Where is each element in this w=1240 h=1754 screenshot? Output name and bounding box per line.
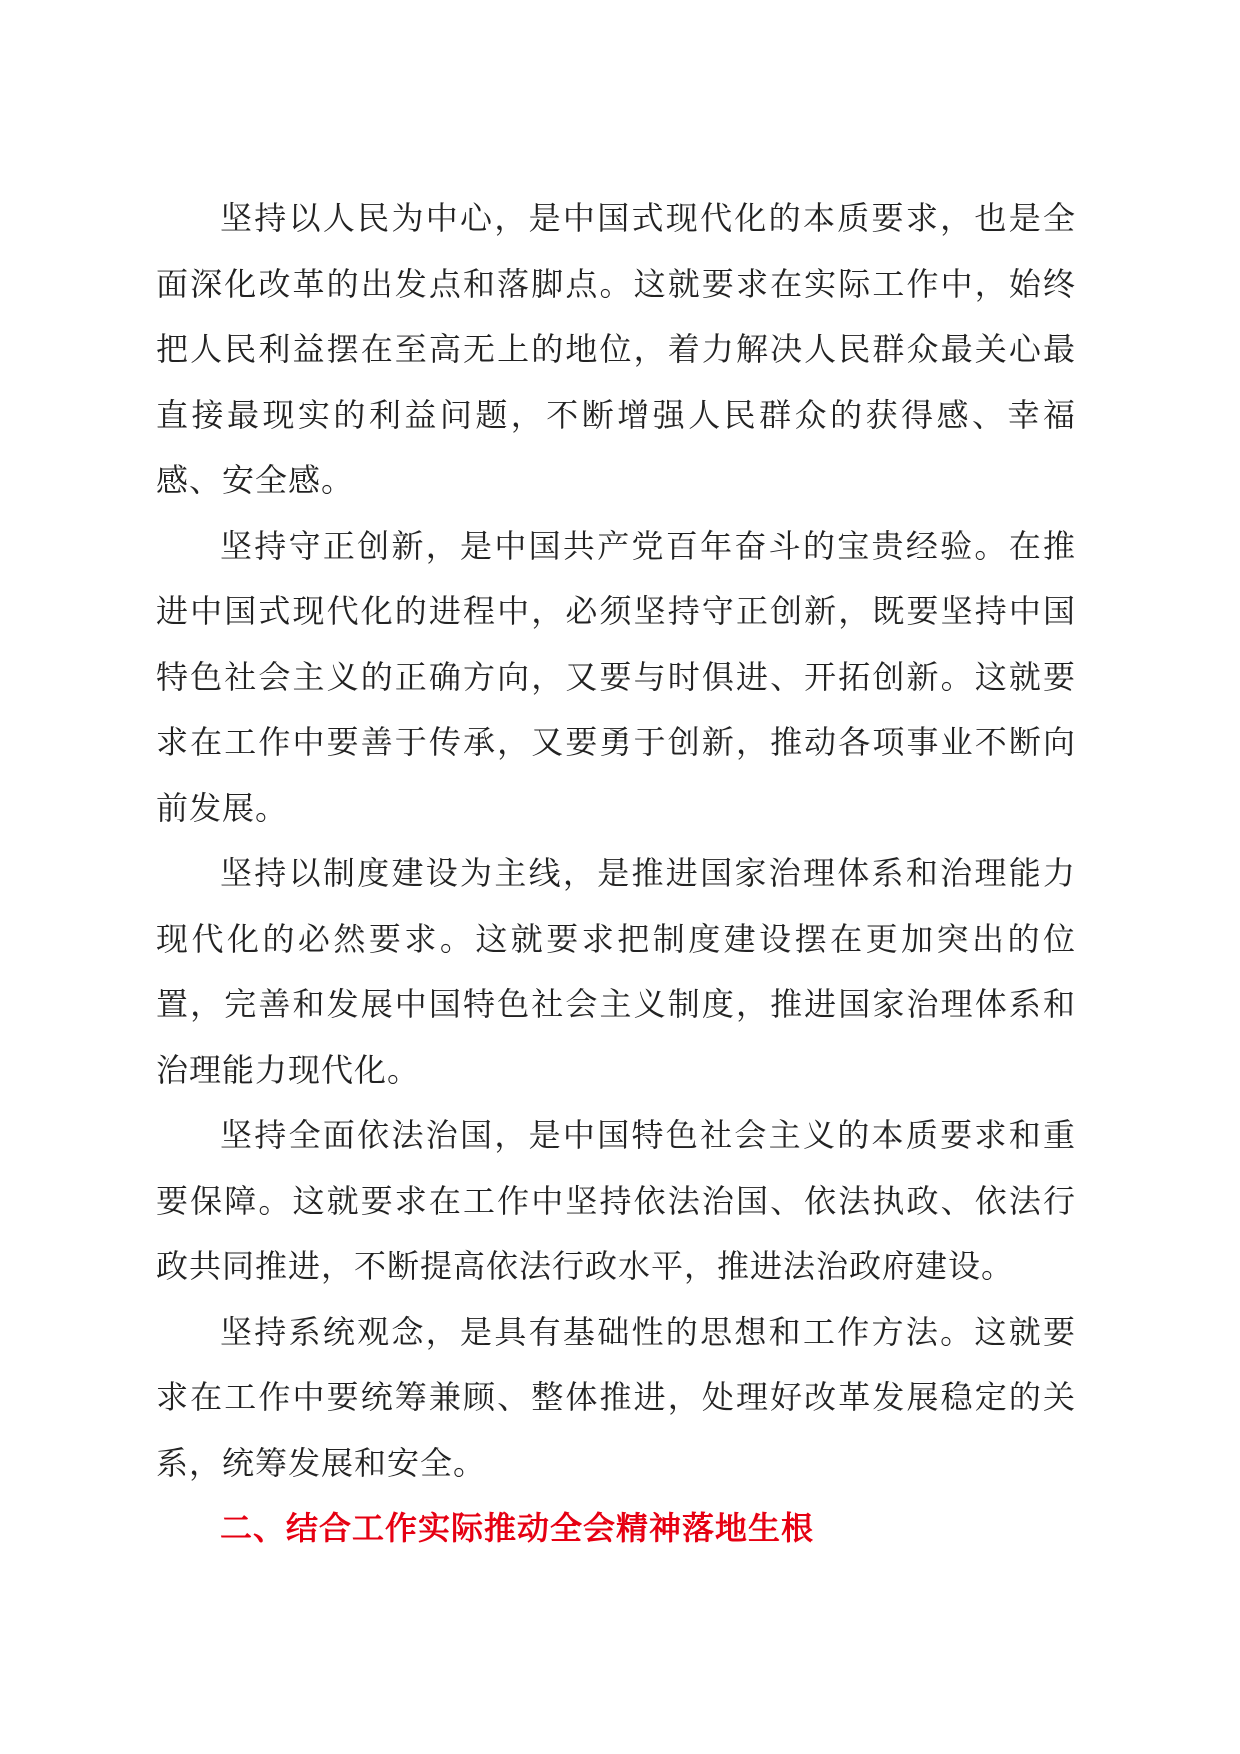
paragraph-institution-building: 坚持以制度建设为主线，是推进国家治理体系和治理能力现代化的必然要求。这就要求把制度建设摆在更加突出的位置，完善和发展中国特色社会主义制度，推进国家治理体系和治理能力现代化。	[156, 854, 1076, 1089]
paragraph-people-centered: 坚持以人民为中心，是中国式现代化的本质要求，也是全面深化改革的出发点和落脚点。这就要求在实际工作中，始终把人民利益摆在至高无上的地位，着力解决人民群众最关心最直接最现实的利益问题，不断增强人民群众的获得感、幸福感、安全感。	[156, 199, 1076, 499]
document-body	[156, 186, 1076, 1562]
paragraph-rule-of-law: 坚持全面依法治国，是中国特色社会主义的本质要求和重要保障。这就要求在工作中坚持依法治国、依法执政、依法行政共同推进，不断提高依法行政水平，推进法治政府建设。	[156, 1116, 1076, 1285]
paragraph-innovation: 坚持守正创新，是中国共产党百年奋斗的宝贵经验。在推进中国式现代化的进程中，必须坚持守正创新，既要坚持中国特色社会主义的正确方向，又要与时俱进、开拓创新。这就要求在工作中要善于传承，又要勇于创新，推动各项事业不断向前发展。	[156, 526, 1076, 827]
paragraph-systems-thinking: 坚持系统观念，是具有基础性的思想和工作方法。这就要求在工作中要统筹兼顾、整体推进，处理好改革发展稳定的关系，统筹发展和安全。	[156, 1312, 1076, 1482]
section-heading: 二、结合工作实际推动全会精神落地生根	[220, 1509, 815, 1547]
